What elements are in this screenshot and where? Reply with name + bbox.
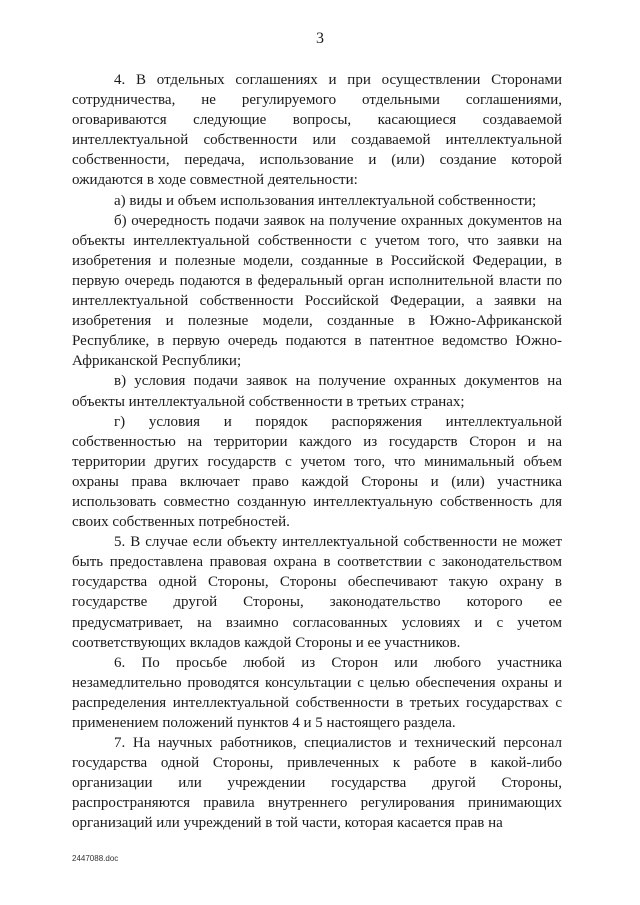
paragraph-item-b: б) очередность подачи заявок на получение охранных документов на объекты интеллектуальной собственности с учетом того, что заявки на изобретения и полезные модели, созданные в Российской Федерации, в первую очередь подаются в федеральный орган исполнительной власти по интеллектуальной собственности Российской Федерации, а заявки на изобретения и полезные модели, созданные в Южно-Африканской Республике, в первую очередь подаются в патентное ведомство Южно-Африканской Республики; [72,212,562,370]
paragraph-clause-7: 7. На научных работников, специалистов и технический персонал государства одной Стороны, привлеченных к работе в какой-либо организации или учреждении государства другой Стороны, распространяются правила внутреннего регулирования принимающих организаций или учреждений в той части, которая касается прав на [72,735,562,832]
paragraph-clause-5: 5. В случае если объекту интеллектуальной собственности не может быть предоставлена правовая охрана в соответствии с законодательством государства одной Стороны, Стороны обеспечивают такую охрану в государстве другой Стороны, законодательство которого ее предусматривает, на взаимно согласованных условиях и с учетом соответствующих вкладов каждой Стороны и ее участников. [72,534,562,651]
paragraph-clause-4: 4. В отдельных соглашениях и при осуществлении Сторонами сотрудничества, не регулируемого отдельными соглашениями, оговариваются следующие вопросы, касающиеся создаваемой интеллектуальной собственности или создаваемой интеллектуальной собственности, передача, использование и (или) создание которой ожидаются в ходе совместной деятельности: [72,72,562,189]
paragraph-item-v: в) условия подачи заявок на получение охранных документов на объекты интеллектуальной собственности в третьих странах; [72,373,562,410]
paragraph-clause-6: 6. По просьбе любой из Сторон или любого участника незамедлительно проводятся консультации с целью обеспечения охраны и распределения интеллектуальной собственности в третьих государствах с применением положений пунктов 4 и 5 настоящего раздела. [72,654,562,731]
document-body [72,70,562,834]
paragraph-item-a: а) виды и объем использования интеллектуальной собственности; [114,192,537,209]
document-file-code: 2447088.doc [72,854,119,863]
paragraph-item-g: г) условия и порядок распоряжения интеллектуальной собственностью на территории каждого из государств Сторон и на территории других государств с учетом того, что минимальный объем охраны права включает право каждой Стороны и (или) участника использовать совместно созданную интеллектуальную собственность для своих собственных потребностей. [72,413,562,531]
page-number: 3 [316,30,324,47]
